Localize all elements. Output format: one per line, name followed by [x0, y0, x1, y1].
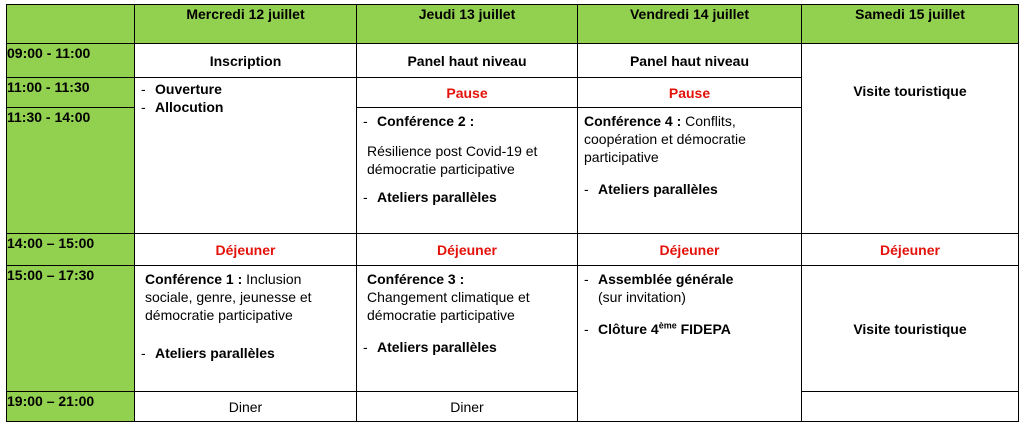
wed-opening-item: - Ouverture — [135, 80, 356, 98]
thu-conference-3-cell — [357, 266, 578, 392]
fri-general-assembly: Assemblée générale — [598, 271, 734, 287]
fri-workshops-list — [578, 166, 801, 198]
thu-conference-2-cell — [357, 108, 578, 234]
wed-conference-1-title: Conférence 1 : — [145, 271, 243, 287]
schedule-table — [6, 4, 1019, 422]
thu-dinner: Diner — [357, 392, 578, 422]
fri-break: Pause — [578, 78, 802, 108]
day-header-wed: Mercredi 12 juillet — [135, 5, 357, 44]
fri-general-assembly-note: (sur invitation) — [598, 289, 686, 305]
sat-morning-cell — [802, 44, 1019, 234]
day-header-fri: Vendredi 14 juillet — [578, 5, 802, 44]
thu-workshops-list — [357, 178, 577, 206]
thu-workshops-item-2: - Ateliers parallèles — [357, 338, 577, 356]
wed-opening-cell — [135, 78, 357, 234]
thu-conference-3-title: Conférence 3 : — [367, 271, 465, 287]
thu-workshops-list-2 — [357, 324, 577, 356]
fri-afternoon-cell — [578, 266, 802, 422]
header-corner — [7, 5, 135, 44]
time-slot-4: 14:00 – 15:00 — [7, 234, 135, 266]
fri-conference-4-cell — [578, 108, 802, 234]
wed-lunch: Déjeuner — [135, 234, 357, 266]
wed-conference-1-cell — [135, 266, 357, 392]
thu-workshops-item: - Ateliers parallèles — [357, 188, 577, 206]
fri-conference-4-topic: Conflits, coopération et démocratie participative — [584, 113, 746, 165]
sat-dinner-empty — [802, 392, 1019, 422]
day-header-thu: Jeudi 13 juillet — [357, 5, 578, 44]
fri-workshops-item: - Ateliers parallèles — [578, 180, 801, 198]
time-slot-3: 11:30 - 14:00 — [7, 108, 135, 234]
thu-break: Pause — [357, 78, 578, 108]
fri-closing-item — [578, 320, 801, 338]
time-slot-2: 11:00 - 11:30 — [7, 78, 135, 108]
day-header-sat: Samedi 15 juillet — [802, 5, 1019, 44]
wed-workshops-item: - Ateliers parallèles — [135, 344, 356, 362]
wed-registration: Inscription — [135, 44, 357, 78]
fri-closing-pre: Clôture 4 — [598, 321, 659, 337]
thu-high-level-panel: Panel haut niveau — [357, 44, 578, 78]
thu-conference-2-topic: Résilience post Covid-19 et démocratie participative — [367, 143, 538, 177]
fri-high-level-panel: Panel haut niveau — [578, 44, 802, 78]
wed-conference-1-block — [135, 266, 356, 324]
time-slot-6: 19:00 – 21:00 — [7, 392, 135, 422]
wed-conference-1-topic: Inclusion sociale, genre, jeunesse et démocratie participative — [145, 271, 312, 323]
wed-dinner: Diner — [135, 392, 357, 422]
fri-general-assembly-item — [578, 270, 801, 306]
thu-conference-2-list — [357, 108, 577, 130]
thu-conference-3-block — [357, 266, 577, 324]
wed-workshops-list — [135, 324, 356, 362]
time-slot-5: 15:00 – 17:30 — [7, 266, 135, 392]
wed-speech-item: - Allocution — [135, 98, 356, 116]
sat-tourist-visit-1: Visite touristique — [853, 83, 967, 99]
wed-opening-list — [135, 78, 356, 116]
fri-conference-4-block — [578, 108, 801, 166]
thu-conference-3-topic: Changement climatique et démocratie participative — [367, 289, 530, 323]
fri-afternoon-list — [578, 266, 801, 338]
fri-conference-4-title: Conférence 4 : — [584, 113, 682, 129]
fri-lunch: Déjeuner — [578, 234, 802, 266]
sat-tourist-visit-2: Visite touristique — [802, 266, 1019, 392]
thu-lunch: Déjeuner — [357, 234, 578, 266]
time-slot-1: 09:00 - 11:00 — [7, 44, 135, 78]
sat-lunch: Déjeuner — [802, 234, 1019, 266]
thu-conference-2-title: - Conférence 2 : — [357, 112, 577, 130]
fri-closing-sup: ème — [658, 320, 677, 331]
fri-closing-post: FIDEPA — [676, 321, 731, 337]
